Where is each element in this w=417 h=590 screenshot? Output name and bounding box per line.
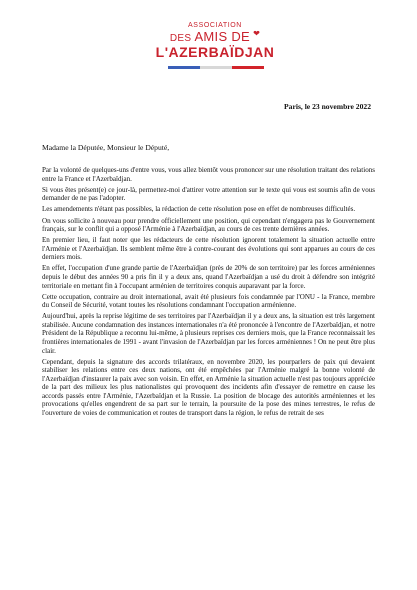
paragraph: Par la volonté de quelques-uns d'entre vous, vous allez bientôt vous prononcer sur une résolution traitant des relations entre la France et l'Azerbaïdjan.: [42, 166, 375, 183]
flag-stripe-white: [200, 66, 232, 69]
paragraph: En effet, l'occupation d'une grande partie de l'Azerbaïdjan (près de 20% de son territoire) par les forces arméniennes depuis le début des années 90 a pris fin il y a deux ans, quand l'Azerbaïdjan a usé du droit à défendre son intégrité territoriale en mettant fin à l'occupant arménien de territoires conquis auparavant par la force.: [42, 264, 375, 290]
flag-stripe: [168, 66, 264, 69]
flag-stripe-red: [232, 66, 264, 69]
logo-line-des-amis: [150, 30, 280, 44]
paragraph: Les amendements n'étant pas possibles, la rédaction de cette résolution pose en effet de nombreuses difficultés.: [42, 205, 356, 214]
paragraph: Aujourd'hui, après la reprise légitime de ses territoires par l'Azerbaïdjan il y a deux ans, la situation est très largement stabilisée. Aucune condamnation des instances internationales n'a été prononcée à l'encontre de l'Azerbaïdjan, et notre Président de la République a reconnu lui-même, à plusieurs reprises ces derniers mois, que la France reconnaissait les frontières internationales de 1991 - avant l'invasion de l'Azerbaïdjan par les forces arméniennes ! On ne peut être plus clair.: [42, 312, 375, 355]
association-logo: [150, 22, 280, 59]
paragraph: Cependant, depuis la signature des accords trilatéraux, en novembre 2020, les pourparlers de paix qui devaient stabiliser les relations entre ces deux nations, ont été empêchées par l'Arménie malgré la bonne volonté de l'Azerbaïdjan d'instaurer la paix avec son voisin. En effet, en Arménie la situation actuelle n'est pas toujours appréciée de la part des milieux les plus nationalistes qui provoquent des incidents afin d'essayer de remettre en cause les accords passés entre l'Arménie, l'Azerbaïdjan et la Russie. La position de blocage des autorités arméniennes et les provocations qu'elles engendrent de sa part sur le terrain, la poursuite de la pose des mines terrestres, le refus de l'ouverture de voies de communication et routes de transport dans la région, le refus de retrait de ses: [42, 357, 375, 417]
paragraph: En premier lieu, il faut noter que les rédacteurs de cette résolution ignorent totalement la situation actuelle entre l'Arménie et l'Azerbaïdjan. Ils semblent même être à contre-courant des évolutions qui sont apparues au cours de ces derniers mois.: [42, 236, 375, 262]
paragraph: On vous sollicite à nouveau pour prendre officiellement une position, qui cependant n'engagera pas le Gouvernement français, sur le conflit qui a opposé l'Arménie à l'Azerbaïdjan, au cours de ces trente dernières années.: [42, 216, 375, 234]
letter-salutation: Madame la Députée, Monsieur le Député,: [42, 143, 170, 152]
logo-line-azerbaidjan: L'AZERBAÏDJAN: [155, 44, 275, 60]
logo-amis-de: AMIS DE: [194, 29, 250, 44]
letter-body: [42, 166, 375, 420]
logo-des: DES: [169, 33, 192, 44]
letter-date: Paris, le 23 novembre 2022: [284, 102, 371, 111]
flag-stripe-blue: [168, 66, 200, 69]
heart-icon: ❤: [253, 29, 261, 38]
paragraph: Si vous êtes présent(e) ce jour-là, permettez-moi d'attirer votre attention sur le texte qui vous est soumis afin de vous demander de ne pas l'adopter.: [42, 185, 375, 203]
logo-line-association: ASSOCIATION: [188, 22, 242, 29]
paragraph: Cette occupation, contraire au droit international, avait été plusieurs fois condamnée par l'ONU - la France, membre du Conseil de Sécurité, votant toutes les résolutions condamnant l'occupation arménienne.: [42, 292, 375, 310]
